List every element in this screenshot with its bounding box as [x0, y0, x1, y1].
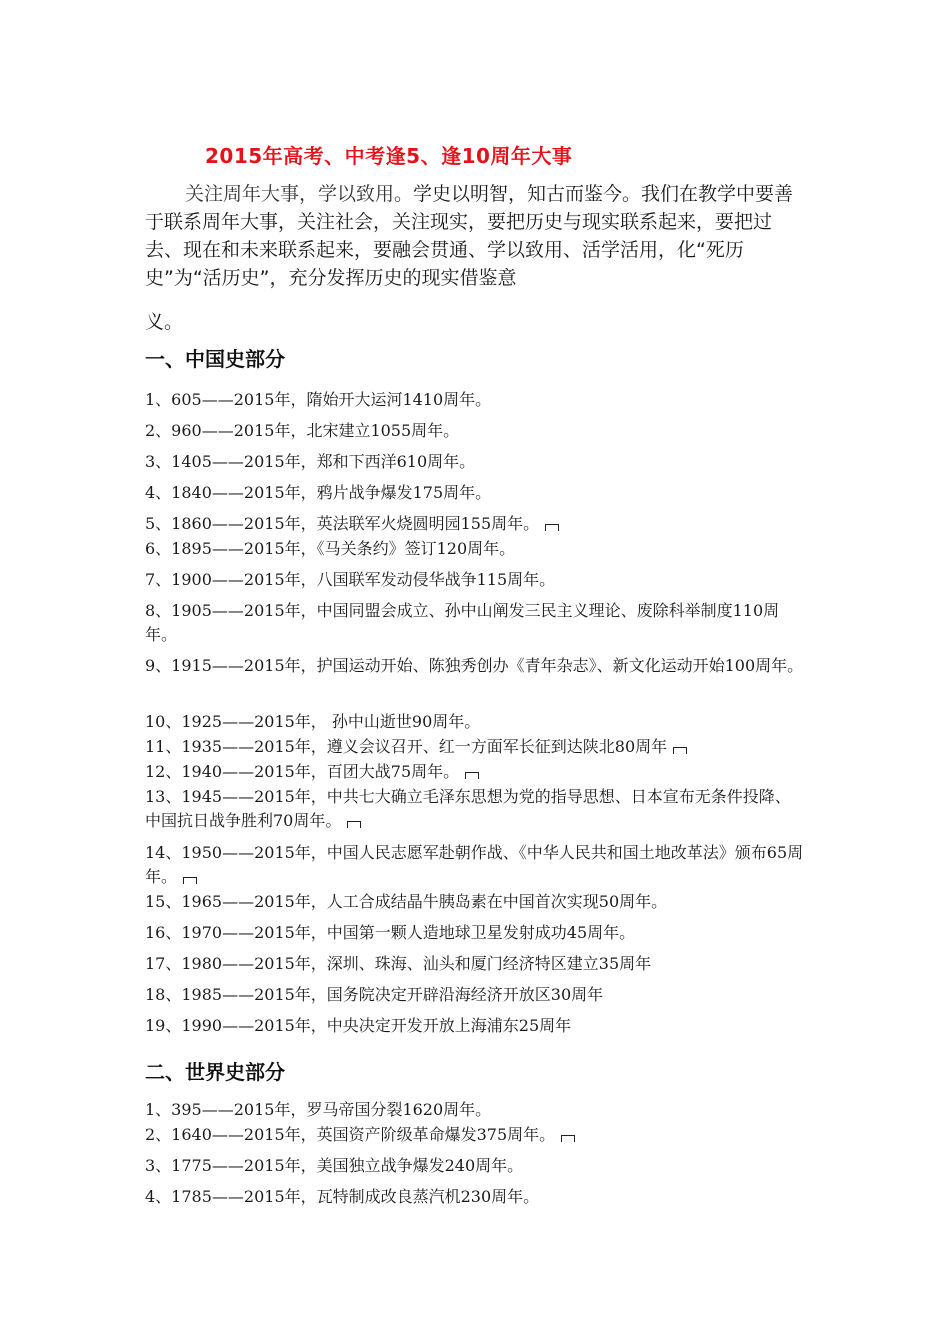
list-item: 7、1900——2015年，八国联军发动侵华战争115周年。	[145, 570, 556, 589]
list-item: 15、1965——2015年，人工合成结晶牛胰岛素在中国首次实现50周年。	[145, 892, 668, 911]
intro-body: 学史以明智，知古而鉴今。我们在教学中要善于联系周年大事，关注社会，关注现实，要把历史与现实联系起来，要把过去、现在和未来联系起来，要融会贯通、学以致用、活学活用，化“死历史”为“活历史”，充分发挥历史的现实借鉴意	[145, 183, 794, 289]
intro-lead: 关注周年大事，学以致用。	[185, 183, 414, 205]
paragraph-mark-icon	[465, 772, 479, 779]
list-item: 14、1950——2015年，中国人民志愿军赴朝作战、《中华人民共和国土地改革法》颁布65周年。	[145, 843, 804, 886]
list-item: 18、1985——2015年，国务院决定开辟沿海经济开放区30周年	[145, 985, 604, 1004]
list-item: 1、605——2015年，隋始开大运河1410周年。	[145, 390, 492, 409]
list-item: 2、1640——2015年，英国资产阶级革命爆发375周年。	[145, 1123, 805, 1147]
list-item: 10、1925——2015年， 孙中山逝世90周年。	[145, 712, 481, 731]
paragraph-mark-icon	[561, 1135, 575, 1142]
list-item: 13、1945——2015年，中共七大确立毛泽东思想为党的指导思想、日本宣布无条件投降、中国抗日战争胜利70周年。	[145, 787, 791, 830]
intro-tail: 义。	[145, 311, 184, 333]
document-title: 2015年高考、中考逢5、逢10周年大事	[205, 144, 573, 168]
paragraph-mark-icon	[673, 747, 687, 754]
paragraph-mark-icon	[545, 524, 559, 531]
section-heading-china: 一、中国史部分	[145, 347, 285, 371]
section-heading-world: 二、世界史部分	[145, 1060, 285, 1084]
list-item: 19、1990——2015年，中央决定开发开放上海浦东25周年	[145, 1016, 572, 1035]
intro-paragraph	[145, 180, 805, 336]
list-item: 11、1935——2015年，遵义会议召开、红一方面军长征到达陕北80周年	[145, 735, 805, 759]
list-item: 17、1980——2015年，深圳、珠海、汕头和厦门经济特区建立35周年	[145, 954, 652, 973]
paragraph-mark-icon	[347, 821, 361, 828]
list-item: 3、1775——2015年，美国独立战争爆发240周年。	[145, 1156, 524, 1175]
list-item: 16、1970——2015年，中国第一颗人造地球卫星发射成功45周年。	[145, 923, 636, 942]
list-item: 3、1405——2015年，郑和下西洋610周年。	[145, 452, 476, 471]
list-item: 4、1785——2015年，瓦特制成改良蒸汽机230周年。	[145, 1187, 540, 1206]
list-item: 6、1895——2015年，《马关条约》签订120周年。	[145, 539, 516, 558]
list-item: 1、395——2015年，罗马帝国分裂1620周年。	[145, 1100, 492, 1119]
list-item: 4、1840——2015年，鸦片战争爆发175周年。	[145, 483, 492, 502]
list-item: 9、1915——2015年，护国运动开始、陈独秀创办《青年杂志》、新文化运动开始100周年。	[145, 656, 804, 675]
list-item: 5、1860——2015年，英法联军火烧圆明园155周年。	[145, 512, 805, 536]
paragraph-mark-icon	[183, 877, 197, 884]
list-item: 2、960——2015年，北宋建立1055周年。	[145, 421, 460, 440]
list-item: 12、1940——2015年，百团大战75周年。	[145, 760, 805, 784]
list-item: 8、1905——2015年，中国同盟会成立、孙中山阐发三民主义理论、废除科举制度110周年。	[145, 601, 780, 644]
